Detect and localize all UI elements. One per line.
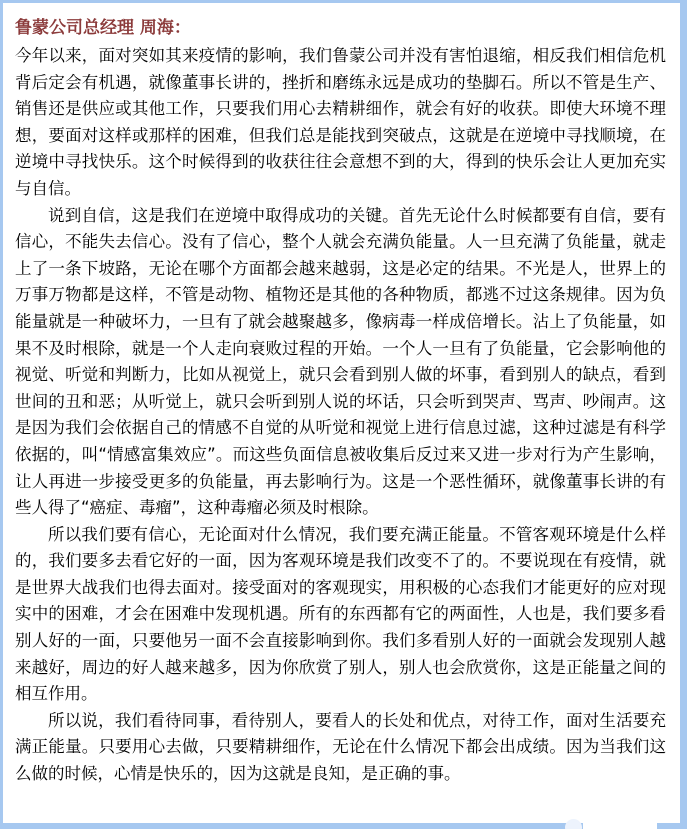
- paragraph-positive-energy: 所以我们要有信心，无论面对什么情况，我们要充满正能量。不管客观环境是什么样的，我们要多去看它好的一面，因为客观环境是我们改变不了的。不要说现在有疫情，就是世界大战我们也得去面对。接受面对的客观现实，用积极的心态我们才能更好的应对现实中的困难，才会在困难中发现机遇。所有的东西都有它的两面性，人也是，我们要多看别人好的一面，只要他另一面不会直接影响到你。我们多看别人好的一面就会发现别人越来越好，周边的好人越来越多，因为你欣赏了别人，别人也会欣赏你，这是正能量之间的相互作用。: [15, 524, 666, 704]
- document-title: 鲁蒙公司总经理 周海：: [15, 18, 191, 38]
- paragraph-intro: 今年以来，面对突如其来疫情的影响，我们鲁蒙公司并没有害怕退缩，相反我们相信危机背后定会有机遇，就像董事长讲的，挫折和磨练永远是成功的垫脚石。所以不管是生产、销售还是供应或其他工作，只要我们用心去精耕细作，就会有好的收获。即使大环境不理想，要面对这样或那样的困难，但我们总是能找到突破点，这就是在逆境中寻找顺境，在逆境中寻找快乐。这个时候得到的收获往往会意想不到的大，得到的快乐会让人更加充实与自信。: [15, 46, 666, 198]
- bottom-border-gap: [583, 823, 657, 829]
- paragraph-conclusion: 所以说，我们看待同事，看待别人，要看人的长处和优点，对待工作，面对生活要充满正能量。只要用心去做，只要精耕细作，无论在什么情况下都会出成绩。因为当我们这么做的时候，心情是快乐的，因为这就是良知，是正确的事。: [15, 710, 666, 784]
- paragraph-confidence: 说到自信，这是我们在逆境中取得成功的关键。首先无论什么时候都要有自信，要有信心，不能失去信心。没有了信心，整个人就会充满负能量。人一旦充满了负能量，就走上了一条下坡路，无论在哪个方面都会越来越弱，这是必定的结果。不光是人，世界上的万事万物都是这样，不管是动物、植物还是其他的各种物质，都逃不过这条规律。因为负能量就是一种破坏力，一旦有了就会越聚越多，像病毒一样成倍增长。沾上了负能量，如果不及时根除，就是一个人走向衰败过程的开始。一个人一旦有了负能量，它会影响他的视觉、听觉和判断力，比如从视觉上，就只会看到别人做的坏事，看到别人的缺点，看到世间的丑和恶；从听觉上，就只会听到别人说的坏话，只会听到哭声、骂声、吵闹声。这是因为我们会依据自己的情感不自觉的从听觉和视觉上进行信息过滤，这种过滤是有科学依据的，叫“情感富集效应”。而这些负面信息被收集后反过来又进一步对行为产生影响，让人再进一步接受更多的负能量，再去影响行为。这是一个恶性循环，就像董事长讲的有些人得了“癌症、毒瘤”，这种毒瘤必须及时根除。: [15, 205, 666, 518]
- resize-handle-dot: [565, 819, 582, 829]
